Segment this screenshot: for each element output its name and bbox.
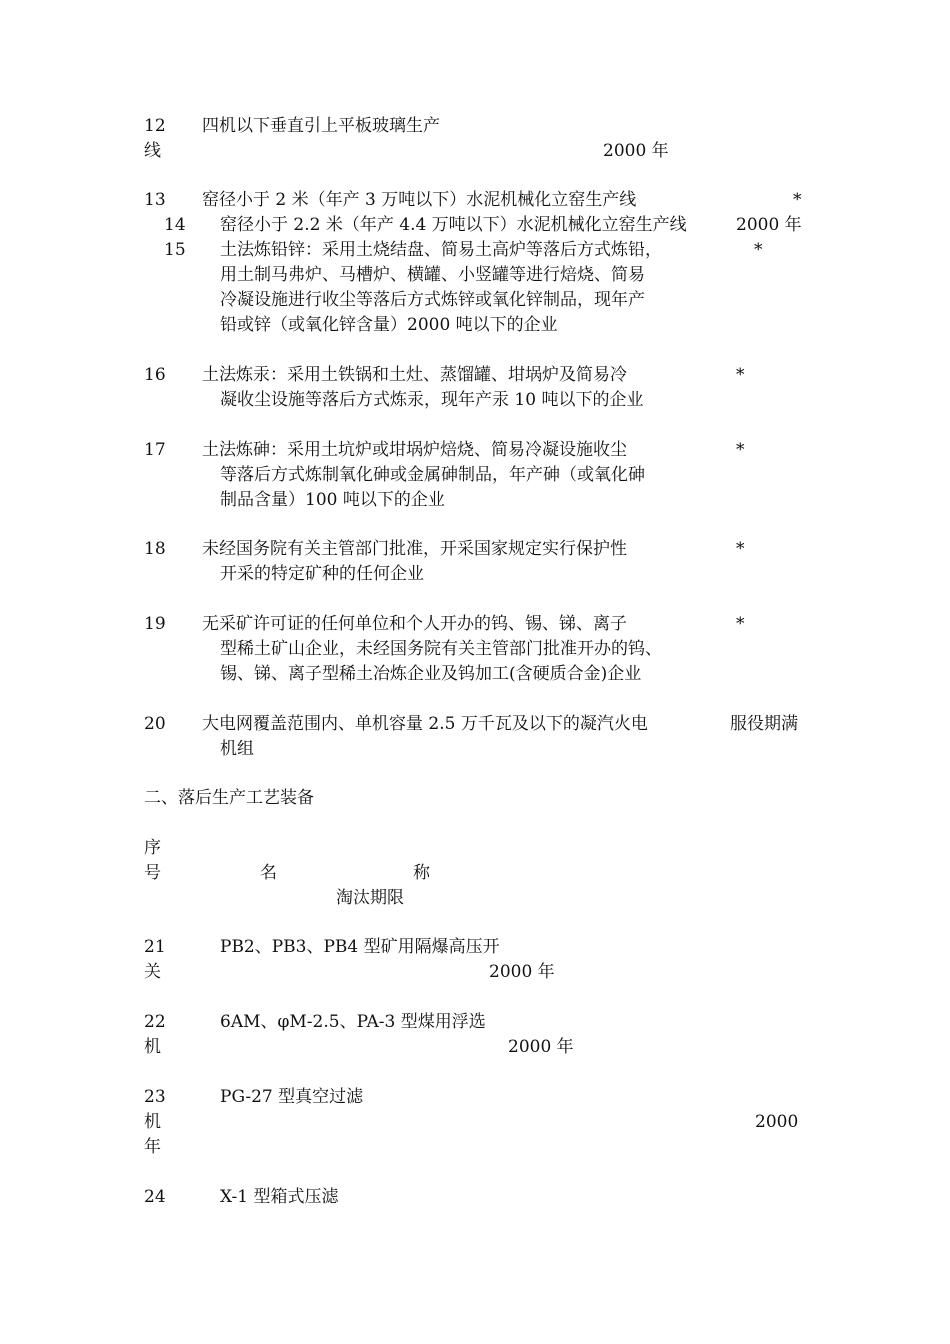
item-23-limit: 2000 <box>755 1112 799 1132</box>
item-22-text-line2: 机 <box>144 1037 161 1057</box>
item-15-limit: * <box>754 240 763 260</box>
item-18-text-line2: 开采的特定矿种的任何企业 <box>220 564 424 584</box>
item-12-text-line2: 线 <box>144 141 161 161</box>
item-18-limit: * <box>736 539 745 559</box>
item-13-limit: * <box>793 190 802 210</box>
item-22-text-line1: 6AM、φM-2.5、PA-3 型煤用浮选 <box>220 1012 486 1032</box>
item-22-number: 22 <box>144 1012 166 1032</box>
item-23-text-line2: 机 <box>144 1112 161 1132</box>
item-21-text-line1: PB2、PB3、PB4 型矿用隔爆高压开 <box>220 937 500 957</box>
item-23-text-line3: 年 <box>144 1137 161 1157</box>
item-12-number: 12 <box>144 116 166 136</box>
item-13-text-line1: 窑径小于 2 米（年产 3 万吨以下）水泥机械化立窑生产线 <box>202 190 637 210</box>
item-19-text-line3: 锡、锑、离子型稀土冶炼企业及钨加工(含硬质合金)企业 <box>220 664 642 684</box>
section-2-heading: 二、落后生产工艺装备 <box>144 788 314 808</box>
item-19-number: 19 <box>144 614 166 634</box>
header-name-char1: 名 <box>260 863 277 883</box>
item-15-text-line4: 铅或锌（或氧化锌含量）2000 吨以下的企业 <box>220 315 558 335</box>
item-21-number: 21 <box>144 937 166 957</box>
item-17-text-line3: 制品含量）100 吨以下的企业 <box>220 490 445 510</box>
item-21-text-line2: 关 <box>144 962 161 982</box>
item-22-limit: 2000 年 <box>508 1037 574 1057</box>
item-15-text-line1: 土法炼铅锌：采用土烧结盘、简易土高炉等落后方式炼铅， <box>220 240 662 260</box>
item-16-text-line1: 土法炼汞：采用土铁锅和土灶、蒸馏罐、坩埚炉及简易冷 <box>202 365 627 385</box>
item-14-limit: 2000 年 <box>736 215 802 235</box>
item-16-text-line2: 凝收尘设施等落后方式炼汞，现年产汞 10 吨以下的企业 <box>220 390 644 410</box>
item-15-number: 15 <box>164 240 186 260</box>
item-15-text-line2: 用土制马弗炉、马槽炉、横罐、小竖罐等进行焙烧、简易 <box>220 265 645 285</box>
item-17-text-line1: 土法炼砷：采用土坑炉或坩埚炉焙烧、简易冷凝设施收尘 <box>202 440 627 460</box>
item-23-text-line1: PG-27 型真空过滤 <box>220 1087 364 1107</box>
item-12-text-line1: 四机以下垂直引上平板玻璃生产 <box>202 116 440 136</box>
item-19-text-line2: 型稀土矿山企业，未经国务院有关主管部门批准开办的钨、 <box>220 639 662 659</box>
header-seq-char2: 号 <box>144 863 161 883</box>
header-name-char2: 称 <box>413 863 430 883</box>
item-24-number: 24 <box>144 1187 166 1207</box>
item-19-text-line1: 无采矿许可证的任何单位和个人开办的钨、锡、锑、离子 <box>202 614 627 634</box>
item-17-text-line2: 等落后方式炼制氧化砷或金属砷制品，年产砷（或氧化砷 <box>220 465 645 485</box>
header-seq-char1: 序 <box>144 838 161 858</box>
item-19-limit: * <box>736 614 745 634</box>
item-18-text-line1: 未经国务院有关主管部门批准，开采国家规定实行保护性 <box>202 539 627 559</box>
item-20-text-line2: 机组 <box>220 739 254 759</box>
item-16-number: 16 <box>144 365 166 385</box>
item-13-number: 13 <box>144 190 166 210</box>
item-20-limit: 服役期满 <box>730 714 798 734</box>
item-21-limit: 2000 年 <box>489 962 555 982</box>
item-20-text-line1: 大电网覆盖范围内、单机容量 2.5 万千瓦及以下的凝汽火电 <box>202 714 648 734</box>
item-18-number: 18 <box>144 539 166 559</box>
item-24-text-line1: X-1 型箱式压滤 <box>220 1187 339 1207</box>
item-16-limit: * <box>736 365 745 385</box>
item-23-number: 23 <box>144 1087 166 1107</box>
item-20-number: 20 <box>144 714 166 734</box>
item-14-number: 14 <box>164 215 186 235</box>
header-limit: 淘汰期限 <box>336 888 404 908</box>
item-12-limit: 2000 年 <box>603 141 669 161</box>
item-17-limit: * <box>736 440 745 460</box>
item-17-number: 17 <box>144 440 166 460</box>
item-15-text-line3: 冷凝设施进行收尘等落后方式炼锌或氧化锌制品，现年产 <box>220 290 645 310</box>
item-14-text-line1: 窑径小于 2.2 米（年产 4.4 万吨以下）水泥机械化立窑生产线 <box>220 215 687 235</box>
